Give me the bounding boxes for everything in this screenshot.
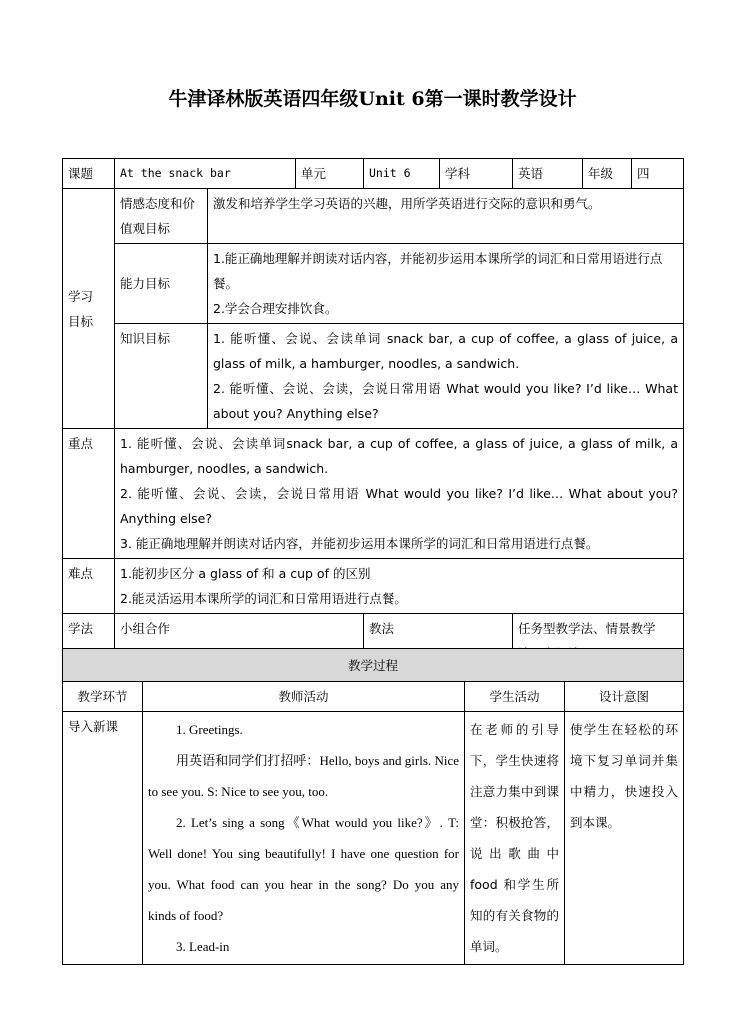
goals-label-line-2: 目标: [68, 313, 94, 329]
key-point-2: 2. 能听懂、会说、会读，会说日常用语 What would you like? I’d like… What about you? Anything else?: [120, 486, 678, 526]
process-title: 教学过程: [63, 649, 684, 682]
ability-label: 能力目标: [115, 244, 208, 324]
knowledge-line-1: 1. 能听懂、会说、会读单词 snack bar, a cup of coffee, a glass of juice, a glass of milk, a hamburger, noodles, a sandwich.: [213, 331, 678, 371]
teacher-line-3: 2. Let’s sing a song《What would you like?》. T: Well done! You sing beautifully! I have one question for you. What food can you hear in the song? Do you any kinds of food?: [148, 815, 459, 923]
difficulty-2: 2.能灵活运用本课所学的词汇和日常用语进行点餐。: [120, 591, 407, 606]
ability-text: [208, 244, 684, 324]
key-point-1: 1. 能听懂、会说、会读单词snack bar, a cup of coffee, a glass of juice, a glass of milk, a hamburger, noodles, a sandwich.: [120, 436, 678, 476]
design-intent: 使学生在轻松的环境下复习单词并集中精力，快速投入到本课。: [565, 712, 684, 965]
subject-value: 英语: [513, 159, 583, 189]
process-table: [62, 648, 684, 965]
teach-method-label: 教法: [364, 614, 513, 669]
teacher-line-1: 1. Greetings.: [176, 722, 243, 737]
knowledge-label: 知识目标: [115, 324, 208, 429]
ability-line-1: 1.能正确地理解并朗读对话内容，并能初步运用本课所学的词汇和日常用语进行点餐。: [213, 251, 663, 291]
goals-label-line-1: 学习: [68, 288, 94, 304]
info-table: [62, 158, 684, 669]
key-points-text: [115, 429, 684, 559]
difficulties-text: [115, 559, 684, 614]
affect-text: 激发和培养学生学习英语的兴趣，用所学英语进行交际的意识和勇气。: [208, 189, 684, 244]
ability-line-2: 2.学会合理安排饮食。: [213, 301, 338, 316]
teach-method-value: 任务型教学法、情景教学: [513, 614, 684, 669]
page-title: 牛津译林版英语四年级Unit 6第一课时教学设计: [168, 88, 577, 110]
study-method-value: 小组合作: [115, 614, 364, 669]
grade-label: 年级: [583, 159, 632, 189]
col-student-header: 学生活动: [465, 682, 565, 712]
difficulty-1: 1.能初步区分 a glass of 和 a cup of 的区别: [120, 566, 371, 581]
subject-label: 学科: [440, 159, 513, 189]
affect-label: 情感态度和价值观目标: [115, 189, 208, 244]
stage-cell: 导入新课: [63, 712, 143, 965]
difficulties-label: 难点: [63, 559, 115, 614]
key-point-3: 3. 能正确地理解并朗读对话内容，并能初步运用本课所学的词汇和日常用语进行点餐。: [120, 536, 599, 551]
goals-label: [63, 189, 115, 429]
unit-label: 单元: [296, 159, 364, 189]
knowledge-line-2: 2. 能听懂、会说、会读，会说日常用语 What would you like? I’d like… What about you? Anything else?: [213, 381, 678, 421]
teacher-line-4: 3. Lead-in: [176, 939, 230, 954]
unit-value: Unit 6: [364, 159, 440, 189]
topic-label: 课题: [63, 159, 115, 189]
col-intent-header: 设计意图: [565, 682, 684, 712]
grade-value: 四: [632, 159, 684, 189]
col-stage-header: 教学环节: [63, 682, 143, 712]
study-method-label: 学法: [63, 614, 115, 669]
teacher-activity: [143, 712, 465, 965]
key-points-label: 重点: [63, 429, 115, 559]
teacher-line-2: 用英语和同学们打招呼：Hello, boys and girls. Nice to see you. S: Nice to see you, too.: [148, 753, 459, 799]
knowledge-text: [208, 324, 684, 429]
topic-value: At the snack bar: [115, 159, 296, 189]
student-activity: 在老师的引导下，学生快速将注意力集中到课堂：积极抢答，说出歌曲中 food 和学生所知的有关食物的单词。: [465, 712, 565, 965]
col-teacher-header: 教师活动: [143, 682, 465, 712]
